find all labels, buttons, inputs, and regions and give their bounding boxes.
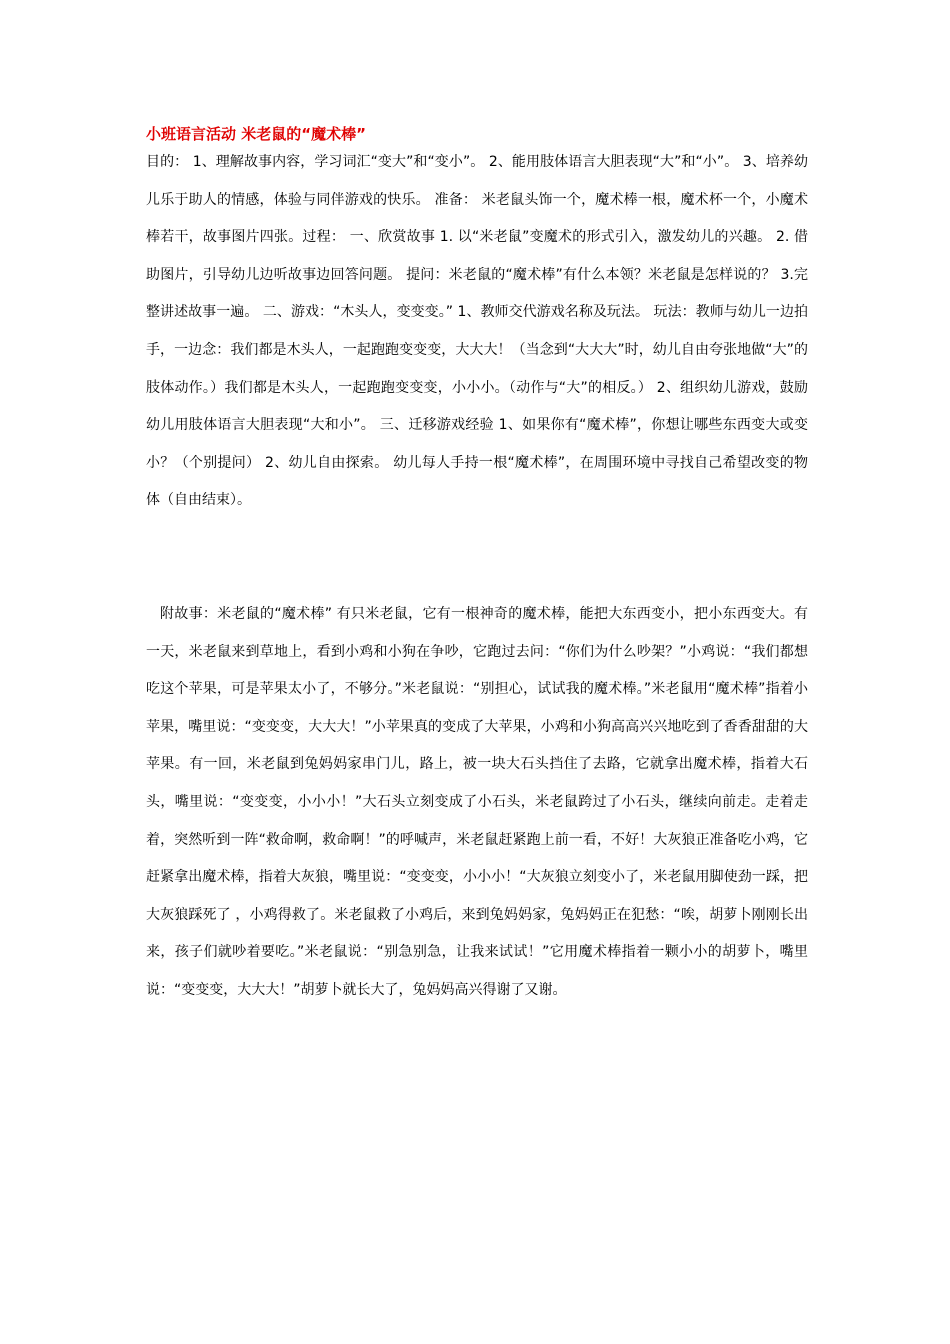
document-title: 小班语言活动 米老鼠的“魔术棒” (146, 125, 366, 143)
story-paragraph: 附故事：米老鼠的“魔术棒” 有只米老鼠，它有一根神奇的魔术棒，能把大东西变小，把小东西变大。有一天，米老鼠来到草地上，看到小鸡和小狗在争吵，它跑过去问：“你们为什么吵架？”小鸡说：“我们都想吃这个苹果，可是苹果太小了，不够分。”米老鼠说：“别担心，试试我的魔术棒。”米老鼠用“魔术棒”指着小苹果，嘴里说：“变变变，大大大！”小苹果真的变成了大苹果，小鸡和小狗高高兴兴地吃到了香香甜甜的大苹果。有一回，米老鼠到兔妈妈家串门儿，路上，被一块大石头挡住了去路，它就拿出魔术棒，指着大石头，嘴里说：“变变变，小小小！”大石头立刻变成了小石头，米老鼠跨过了小石头，继续向前走。走着走着，突然听到一阵“救命啊，救命啊！”的呼喊声，米老鼠赶紧跑上前一看，不好！大灰狼正准备吃小鸡，它赶紧拿出魔术棒，指着大灰狼，嘴里说：“变变变，小小小！“大灰狼立刻变小了，米老鼠用脚使劲一踩，把大灰狼踩死了 ，小鸡得救了。米老鼠救了小鸡后，来到兔妈妈家，兔妈妈正在犯愁：“唉，胡萝卜刚刚长出来，孩子们就吵着要吃。”米老鼠说：“别急别急，让我来试试！”它用魔术棒指着一颗小小的胡萝卜，嘴里说：“变变变，大大大！”胡萝卜就长大了，兔妈妈高兴得谢了又谢。 (146, 606, 808, 998)
lesson-plan-paragraph: 目的： 1、理解故事内容，学习词汇“变大”和“变小”。 2、能用肢体语言大胆表现“大”和“小”。 3、培养幼儿乐于助人的情感，体验与同伴游戏的快乐。 准备： 米老鼠头饰一个，魔术棒一根，魔术杯一个，小魔术棒若干，故事图片四张。过程： 一、欣赏故事 1. 以“米老鼠”变魔术的形式引入，激发幼儿的兴趣。 2. 借助图片，引导幼儿边听故事边回答问题。 提问：米老鼠的“魔术棒”有什么本领？米老鼠是怎样说的？ 3.完整讲述故事一遍。 二、游戏：“木头人，变变变。” 1、教师交代游戏名称及玩法。 玩法：教师与幼儿一边拍手，一边念：我们都是木头人，一起跑跑变变变，大大大！（当念到“大大大”时，幼儿自由夸张地做“大”的肢体动作。）我们都是木头人，一起跑跑变变变，小小小。（动作与“大”的相反。） 2、组织幼儿游戏，鼓励幼儿用肢体语言大胆表现“大和小”。 三、迁移游戏经验 1、如果你有“魔术棒”，你想让哪些东西变大或变小？（个别提问） 2、幼儿自由探索。 幼儿每人手持一根“魔术棒”，在周围环境中寻找自己希望改变的物体（自由结束）。 (146, 154, 808, 509)
